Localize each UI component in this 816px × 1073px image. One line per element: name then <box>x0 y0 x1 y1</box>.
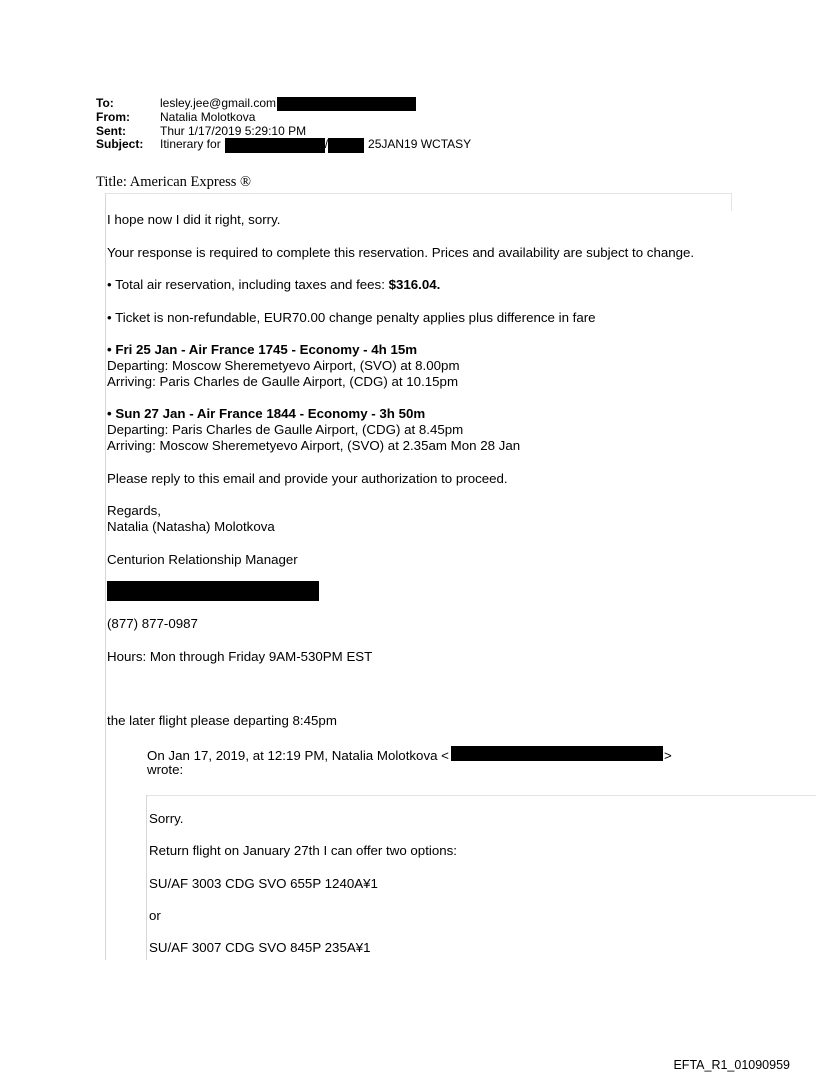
ticket-line: • Ticket is non-refundable, EUR70.00 change penalty applies plus difference in fare <box>107 310 596 325</box>
to-row <box>96 97 471 111</box>
redaction-bar <box>277 97 416 111</box>
signature-name: Natalia (Natasha) Molotkova <box>107 519 275 534</box>
redaction-bar <box>107 581 319 601</box>
signature-role: Centurion Relationship Manager <box>107 552 298 567</box>
redaction-bar <box>451 746 663 761</box>
quoted-option-2: SU/AF 3007 CDG SVO 845P 235A¥1 <box>149 940 371 955</box>
quote-frame-top <box>106 193 732 194</box>
inner-quote-top <box>147 795 816 796</box>
page-title: Title: American Express ® <box>96 174 252 190</box>
subject-label: Subject: <box>96 137 144 151</box>
sent-value: Thur 1/17/2019 5:29:10 PM <box>160 123 307 138</box>
redaction-bar <box>328 138 364 153</box>
subject-prefix: Itinerary for <box>160 137 221 151</box>
to-label: To: <box>96 96 114 110</box>
sent-row <box>96 125 471 139</box>
quote-frame-left <box>105 193 106 960</box>
body-line: I hope now I did it right, sorry. <box>107 212 281 227</box>
subject-row <box>96 138 471 153</box>
from-value: Natalia Molotkova <box>160 110 256 124</box>
inner-quote-left <box>146 795 147 960</box>
subject-slash: / <box>324 137 329 151</box>
email-header <box>96 97 471 153</box>
flight2-heading: • Sun 27 Jan - Air France 1844 - Economy - 3h 50m <box>107 406 426 421</box>
reply-message: the later flight please departing 8:45pm <box>107 713 337 728</box>
quote-intro-wrote: wrote: <box>147 762 184 777</box>
quote-intro <box>147 746 672 764</box>
subject-suffix: 25JAN19 WCTASY <box>368 137 472 151</box>
quoted-return-line: Return flight on January 27th I can offer two options: <box>149 843 457 858</box>
from-row <box>96 111 471 125</box>
phone: (877) 877-0987 <box>107 616 198 631</box>
flight2-departing: Departing: Paris Charles de Gaulle Airport, (CDG) at 8.45pm <box>107 422 464 437</box>
authorization-line: Please reply to this email and provide your authorization to proceed. <box>107 471 508 486</box>
regards: Regards, <box>107 503 161 518</box>
from-label: From: <box>96 110 130 124</box>
redaction-bar <box>225 138 325 153</box>
flight1-heading: • Fri 25 Jan - Air France 1745 - Economy - 4h 15m <box>107 342 418 357</box>
quote-frame-right <box>731 193 732 211</box>
quoted-option-1: SU/AF 3003 CDG SVO 655P 1240A¥1 <box>149 876 378 891</box>
total-amount: $316.04. <box>388 277 441 292</box>
quote-intro-text: On Jan 17, 2019, at 12:19 PM, Natalia Molotkova < <box>147 748 449 763</box>
body-line: Your response is required to complete this reservation. Prices and availability are subject to change. <box>107 245 695 260</box>
quote-intro-close: > <box>663 748 672 763</box>
quoted-sorry: Sorry. <box>149 811 184 826</box>
to-value: lesley.jee@gmail.com <box>160 96 276 110</box>
document-id: EFTA_R1_01090959 <box>673 1058 790 1072</box>
total-label: • Total air reservation, including taxes and fees: <box>107 277 389 292</box>
hours: Hours: Mon through Friday 9AM-530PM EST <box>107 649 373 664</box>
flight1-arriving: Arriving: Paris Charles de Gaulle Airport, (CDG) at 10.15pm <box>107 374 459 389</box>
flight1-departing: Departing: Moscow Sheremetyevo Airport, (SVO) at 8.00pm <box>107 358 460 373</box>
sent-label: Sent: <box>96 123 126 138</box>
total-line <box>107 277 440 293</box>
flight2-arriving: Arriving: Moscow Sheremetyevo Airport, (SVO) at 2.35am Mon 28 Jan <box>107 438 521 453</box>
quoted-or: or <box>149 908 161 923</box>
